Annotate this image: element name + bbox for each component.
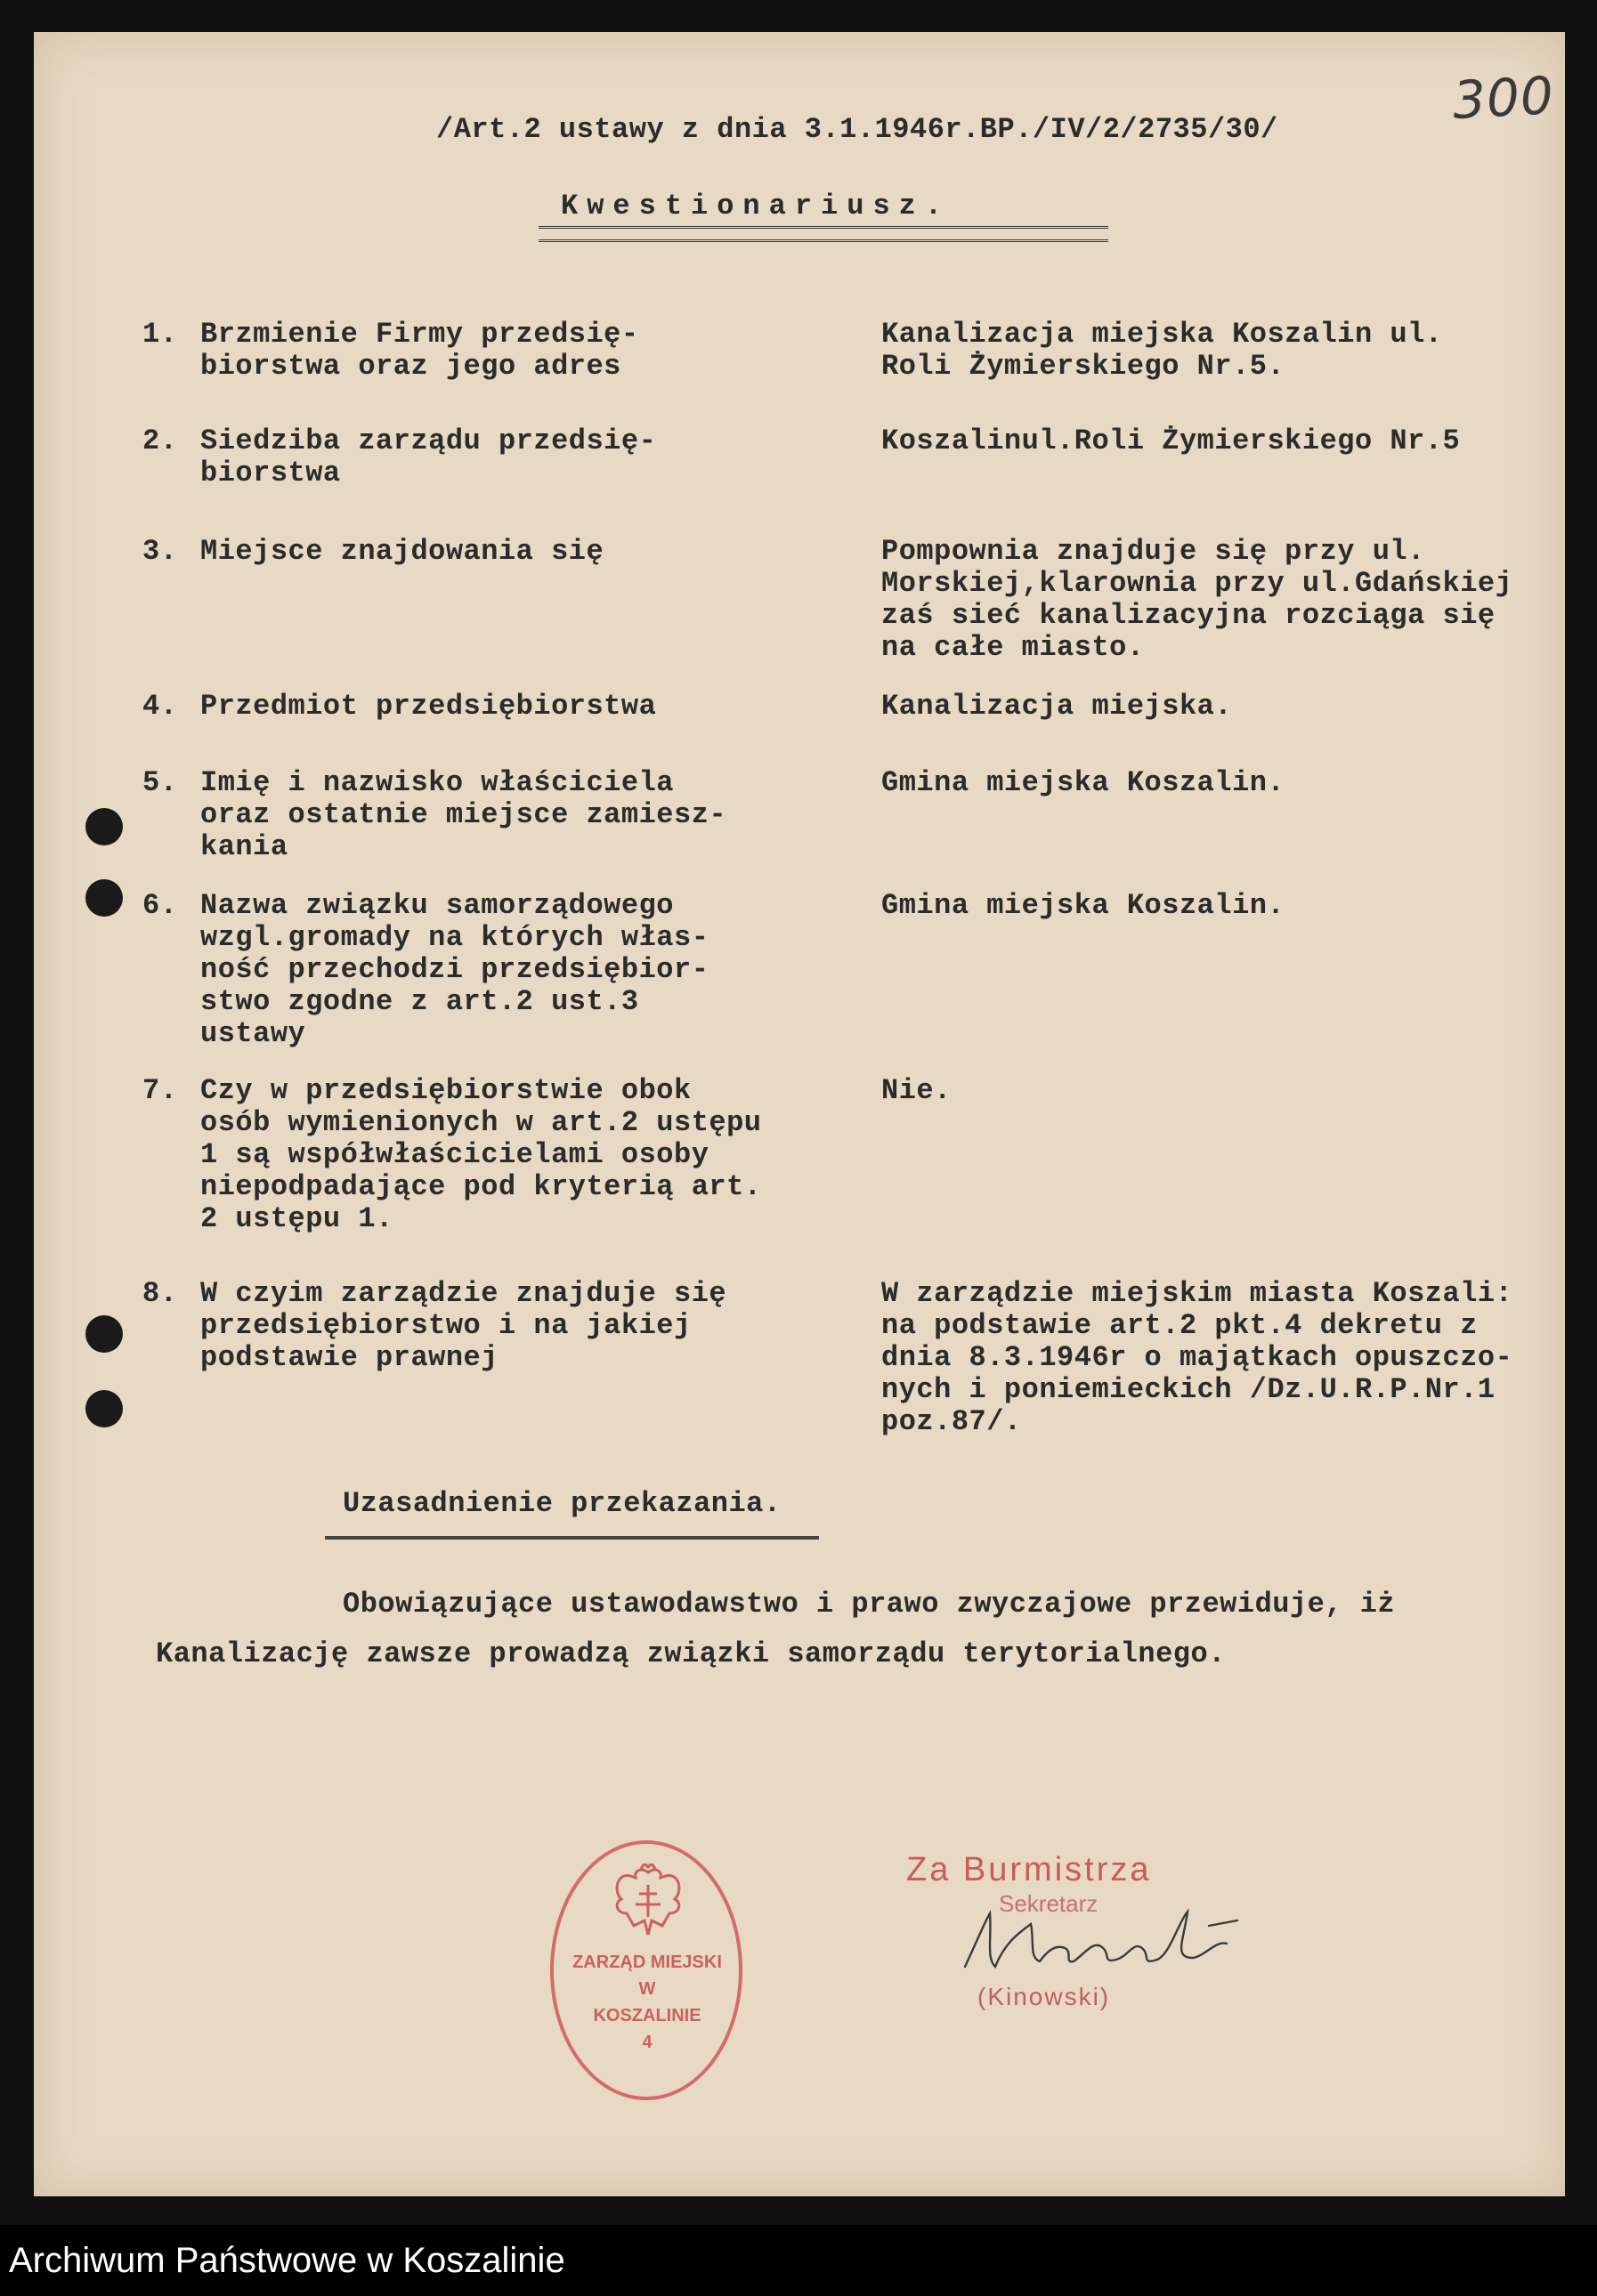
item-number: 7. [142,1074,178,1107]
signature-title: Za Burmistrza [906,1851,1152,1888]
document-header: /Art.2 ustawy z dnia 3.1.1946r.BP./IV/2/2735/30/ [436,113,1278,146]
punch-hole [85,879,123,917]
item-number: 2. [142,424,178,457]
item-answer: Nie. [881,1074,952,1107]
official-stamp [550,1840,742,2100]
folio-number: 300 [1451,65,1556,131]
punch-hole [85,808,123,845]
item-number: 6. [142,889,178,922]
item-question: Imię i nazwisko właściciela oraz ostatnie miejsce zamiesz- kania [200,766,727,863]
handwritten-signature [960,1904,1244,1985]
item-answer: W zarządzie miejskim miasta Koszali: na podstawie art.2 pkt.4 dekretu z dnia 8.3.1946r o majątkach opuszczo- nych i poniemieckich /Dz.U.R.P.Nr.1 poz.87/. [881,1277,1513,1438]
justification-underline [325,1536,819,1540]
item-question: Miejsce znajdowania się [200,535,604,568]
item-question: Siedziba zarządu przedsię- biorstwa [200,424,657,489]
punch-hole [85,1315,123,1353]
item-question: Czy w przedsiębiorstwie obok osób wymienionych w art.2 ustępu 1 są współwłaścicielami osoby niepodpadające pod kryterią art. 2 ustępu 1. [200,1074,762,1235]
item-number: 1. [142,318,178,351]
justification-heading: Uzasadnienie przekazania. [343,1487,782,1520]
stamp-text: ZARZĄD MIEJSKI W KOSZALINIE 4 [572,1952,722,2052]
item-question: W czyim zarządzie znajduje się przedsiębiorstwo i na jakiej podstawie prawnej [200,1277,727,1374]
eagle-emblem-icon [609,1863,687,1944]
item-number: 4. [142,690,178,723]
item-number: 3. [142,535,178,568]
justification-body: Obowiązujące ustawodawstwo i prawo zwyczajowe przewiduje, iż Kanalizację zawsze prowadzą związki samorządu terytorialnego. [156,1588,1396,1670]
signatory-name: (Kinowski) [977,1983,1111,2010]
document-title: Kwestionariusz. [561,190,952,222]
item-answer: Pompownia znajduje się przy ul. Morskiej,klarownia przy ul.Gdańskiej zaś sieć kanalizacyjna rozciąga się na całe miasto. [881,535,1513,664]
item-answer: Koszalinul.Roli Żymierskiego Nr.5 [881,424,1461,457]
item-question: Nazwa związku samorządowego wzgl.gromady na których włas- ność przechodzi przedsiębior- stwo zgodne z art.2 ust.3 ustawy [200,889,709,1050]
item-number: 5. [142,766,178,799]
title-underline [539,226,1108,242]
item-answer: Gmina miejska Koszalin. [881,766,1285,799]
signature-role: Sekretarz [999,1890,1098,1917]
item-question: Brzmienie Firmy przedsię- biorstwa oraz jego adres [200,318,639,383]
item-answer: Kanalizacja miejska. [881,690,1233,723]
archive-footer: Archiwum Państwowe w Koszalinie [0,2225,1597,2296]
item-answer: Kanalizacja miejska Koszalin ul. Roli Żymierskiego Nr.5. [881,318,1443,383]
punch-hole [85,1390,123,1427]
item-answer: Gmina miejska Koszalin. [881,889,1285,922]
item-number: 8. [142,1277,178,1310]
item-question: Przedmiot przedsiębiorstwa [200,690,657,723]
